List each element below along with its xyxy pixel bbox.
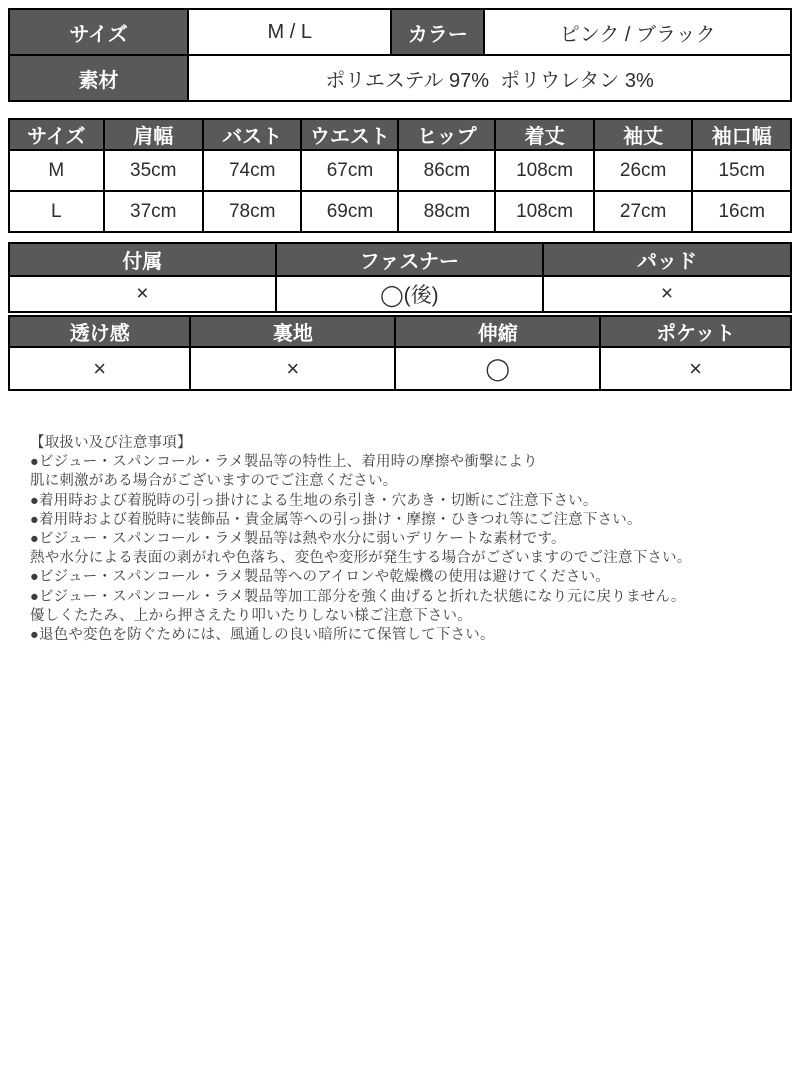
cell-lining: ×	[190, 347, 395, 390]
color-value-cell: ピンク / ブラック	[484, 9, 791, 55]
size-value-cell: M / L	[188, 9, 391, 55]
cell-sleeve: 26cm	[594, 150, 693, 191]
cell-bust: 78cm	[203, 191, 302, 232]
care-notes	[30, 434, 772, 645]
col-header-bust: バスト	[203, 119, 302, 150]
cell-hip: 88cm	[398, 191, 495, 232]
col-header-pocket: ポケット	[600, 316, 791, 347]
size-label-cell: サイズ	[9, 9, 188, 55]
cell-pocket: ×	[600, 347, 791, 390]
cell-sheerness: ×	[9, 347, 190, 390]
col-header-hip: ヒップ	[398, 119, 495, 150]
care-note-line: ●着用時および着脱時に装飾品・貴金属等への引っ掛け・摩擦・ひきつれ等にご注意下さい。	[30, 511, 642, 528]
care-note-line: 肌に刺激がある場合がございますのでご注意ください。	[30, 473, 398, 490]
col-header-accessory: 付属	[9, 243, 276, 276]
col-header-waist: ウエスト	[301, 119, 398, 150]
col-header-lining: 裏地	[190, 316, 395, 347]
color-label-cell: カラー	[391, 9, 484, 55]
cell-pad: ×	[543, 276, 791, 312]
care-note-line: ●ビジュー・スパンコール・ラメ製品等へのアイロンや乾燥機の使用は避けてください。	[30, 569, 610, 586]
care-notes-title: 【取扱い及び注意事項】	[30, 435, 192, 451]
col-header-size: サイズ	[9, 119, 104, 150]
features-a-header-row	[9, 243, 791, 276]
care-note-line: 優しくたたみ、上から押さえたり叩いたりしない様ご注意下さい。	[30, 607, 472, 624]
cell-waist: 69cm	[301, 191, 398, 232]
cell-fastener: ◯(後)	[276, 276, 543, 312]
col-header-shoulder: 肩幅	[104, 119, 203, 150]
care-note-line: ●ビジュー・スパンコール・ラメ製品等加工部分を強く曲げると折れた状態になり元に戻りません。	[30, 588, 686, 605]
cell-cuff: 16cm	[692, 191, 791, 232]
col-header-sheerness: 透け感	[9, 316, 190, 347]
features-b-header-row	[9, 316, 791, 347]
care-note-line: 熱や水分による表面の剥がれや色落ち、変色や変形が発生する場合がございますのでご注意下さい。	[30, 550, 692, 567]
cell-hip: 86cm	[398, 150, 495, 191]
cell-shoulder: 37cm	[104, 191, 203, 232]
care-note-line: ●ビジュー・スパンコール・ラメ製品等は熱や水分に弱いデリケートな素材です。	[30, 531, 566, 548]
cell-sleeve: 27cm	[594, 191, 693, 232]
cell-cuff: 15cm	[692, 150, 791, 191]
col-header-sleeve: 袖丈	[594, 119, 693, 150]
features-b-value-row	[9, 347, 791, 390]
cell-size: M	[9, 150, 104, 191]
table-row-size-l	[9, 191, 791, 232]
col-header-pad: パッド	[543, 243, 791, 276]
col-header-cuff: 袖口幅	[692, 119, 791, 150]
cell-accessory: ×	[9, 276, 276, 312]
cell-length: 108cm	[495, 191, 594, 232]
measurements-header-row	[9, 119, 791, 150]
table-row	[9, 9, 791, 55]
care-note-line: ●ビジュー・スパンコール・ラメ製品等の特性上、着用時の摩擦や衝撃により	[30, 454, 538, 471]
features-table-b	[8, 315, 792, 391]
cell-length: 108cm	[495, 150, 594, 191]
features-table-a	[8, 242, 792, 313]
table-row	[9, 55, 791, 101]
cell-bust: 74cm	[203, 150, 302, 191]
cell-shoulder: 35cm	[104, 150, 203, 191]
table-row-size-m	[9, 150, 791, 191]
col-header-stretch: 伸縮	[395, 316, 600, 347]
features-a-value-row	[9, 276, 791, 312]
cell-waist: 67cm	[301, 150, 398, 191]
material-value-cell: ポリエステル 97% ポリウレタン 3%	[188, 55, 791, 101]
measurements-table	[8, 118, 792, 233]
col-header-fastener: ファスナー	[276, 243, 543, 276]
material-label-cell: 素材	[9, 55, 188, 101]
cell-size: L	[9, 191, 104, 232]
care-note-line: ●着用時および着脱時の引っ掛けによる生地の糸引き・穴あき・切断にご注意下さい。	[30, 492, 598, 509]
size-color-material-table	[8, 8, 792, 102]
cell-stretch: ◯	[395, 347, 600, 390]
care-note-line: ●退色や変色を防ぐためには、風通しの良い暗所にて保管して下さい。	[30, 627, 495, 644]
col-header-length: 着丈	[495, 119, 594, 150]
